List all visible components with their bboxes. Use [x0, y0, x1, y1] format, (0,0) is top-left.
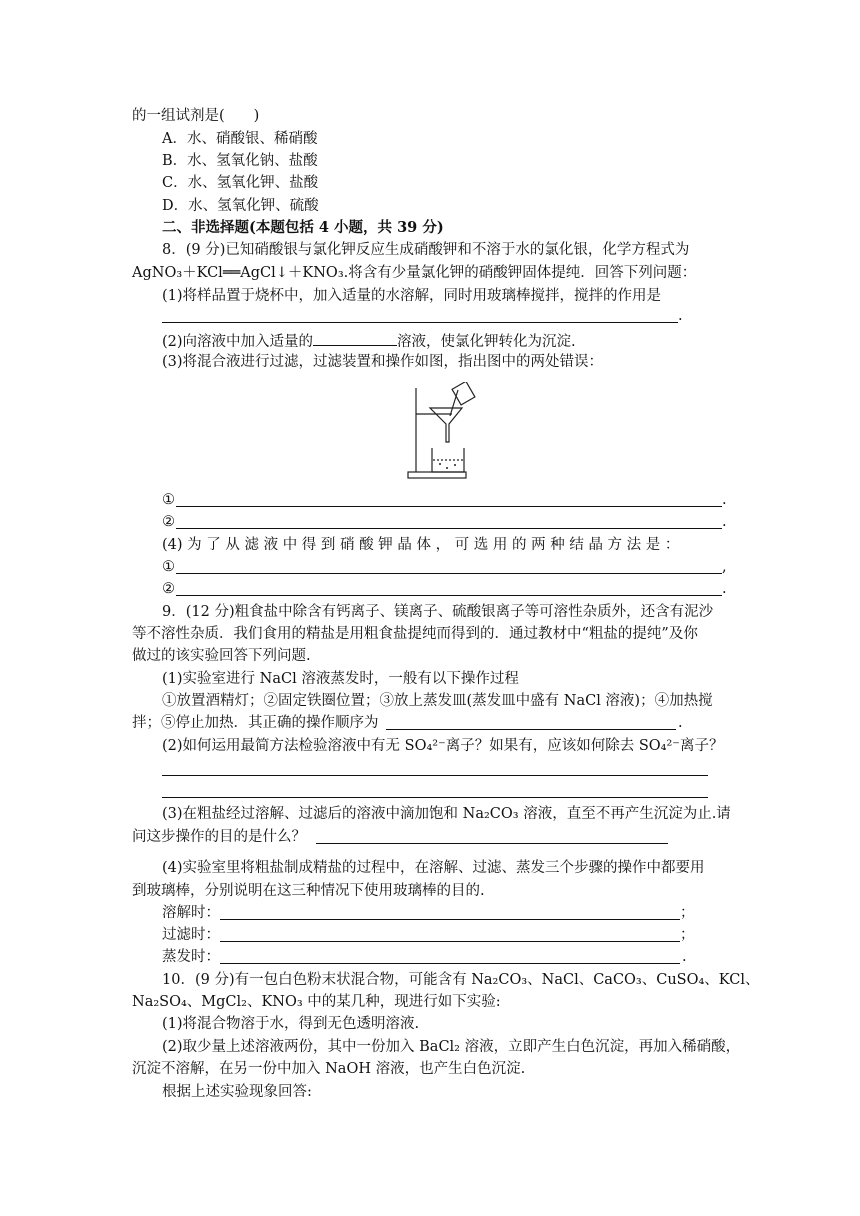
- q8-part1: (1)将样品置于烧杯中，加入适量的水溶解，同时用玻璃棒搅拌，搅拌的作用是: [162, 288, 662, 304]
- q9-intro-line2: 等不溶性杂质．我们食用的精盐是用粗食盐提纯而得到的．通过教材中“粗盐的提纯”及你: [132, 626, 698, 642]
- q7-option-a: A．水、硝酸银、稀硝酸: [162, 131, 318, 147]
- q10-part1: (1)将混合物溶于水，得到无色透明溶液.: [162, 1016, 420, 1032]
- q8-method-comma: ,: [722, 559, 727, 575]
- q9-part4-line2: 到玻璃棒，分别说明在这三种情况下使用玻璃棒的目的.: [132, 883, 485, 899]
- beaker: [432, 448, 464, 472]
- q8-part1-answer-line: [162, 322, 678, 323]
- q8-error-period-1: .: [722, 492, 727, 508]
- q9-evaporate-label: 蒸发时：: [162, 949, 220, 965]
- q8-part2-suffix: 溶液，使氯化钾转化为沉淀.: [397, 334, 576, 350]
- pouring-beaker: [452, 382, 475, 405]
- q9-intro-line3: 做过的该实验回答下列问题.: [132, 648, 311, 664]
- q10-intro-line2: Na₂SO₄、MgCl₂、KNO₃ 中的某几种，现进行如下实验:: [132, 994, 501, 1010]
- q8-method-answer-line-1: [176, 573, 722, 574]
- q9-evaporate-period: .: [682, 949, 687, 965]
- q9-part1-answer-line: [386, 729, 676, 730]
- q8-part3: (3)将混合液进行过滤，过滤装置和操作如图，指出图中的两处错误：: [162, 354, 604, 370]
- q9-dissolve-answer-line: [220, 919, 680, 920]
- q9-part3-line1: (3)在粗盐经过溶解、过滤后的溶液中滴加饱和 Na₂CO₃ 溶液，直至不再产生沉淀为止.请: [162, 806, 731, 822]
- q8-equation-line: AgNO₃＋KCl══AgCl↓＋KNO₃.将含有少量氯化钾的硝酸钾固体提纯．回答下列问题：: [132, 265, 697, 281]
- q8-method-mark-1: ①: [162, 559, 175, 575]
- filtration-apparatus-figure: [400, 382, 480, 482]
- funnel: [430, 408, 462, 442]
- q9-dissolve-label: 溶解时：: [162, 905, 220, 921]
- stand-base: [408, 472, 466, 478]
- q7-option-c: C．水、氢氧化钾、盐酸: [162, 175, 319, 191]
- q9-part3-line2: 问这步操作的目的是什么？: [132, 829, 306, 845]
- q8-method-answer-line-2: [176, 595, 722, 596]
- q9-part4-line1: (4)实验室里将粗盐制成精盐的过程中，在溶解、过滤、蒸发三个步骤的操作中都要用: [162, 860, 705, 876]
- q9-evaporate-answer-line: [220, 963, 680, 964]
- q8-intro-line1: 8．(9 分)已知硝酸银与氯化钾反应生成硝酸钾和不溶于水的氯化银，化学方程式为: [162, 242, 690, 258]
- q8-method-mark-2: ②: [162, 581, 175, 597]
- q8-part4: (4) 为 了 从 滤 液 中 得 到 硝 酸 钾 晶 体 ， 可 选 用 的 两 种 结 晶 方 法 是 ：: [162, 537, 680, 553]
- q9-part3-answer-line: [316, 843, 668, 844]
- q9-part2-answer-line-1: [162, 775, 708, 776]
- q9-part1-steps-line2: 拌；⑤停止加热．其正确的操作顺序为: [132, 715, 379, 731]
- q9-part2: (2)如何运用最简方法检验溶液中有无 SO₄²⁻离子？如果有，应该如何除去 SO₄²⁻离子？: [162, 738, 724, 754]
- q9-filter-semicolon: ；: [680, 927, 695, 943]
- q7-option-b: B．水、氢氧化钠、盐酸: [162, 153, 318, 169]
- q8-method-period: .: [722, 581, 727, 597]
- section-heading: 二、非选择题(本题包括 4 小题，共 39 分): [162, 219, 444, 236]
- q8-error-answer-line-2: [176, 528, 722, 529]
- q9-dissolve-semicolon: ；: [680, 905, 695, 921]
- q9-part1-period: .: [678, 715, 683, 731]
- q10-part2-line2: 沉淀不溶解，在另一份中加入 NaOH 溶液，也产生白色沉淀.: [132, 1061, 526, 1077]
- q10-part2-line1: (2)取少量上述溶液两份，其中一份加入 BaCl₂ 溶液，立即产生白色沉淀，再加入稀硝酸，: [162, 1039, 741, 1055]
- q9-part2-answer-line-2: [162, 797, 708, 798]
- q8-part2-blank: [313, 330, 397, 346]
- q9-part1: (1)实验室进行 NaCl 溶液蒸发时，一般有以下操作过程: [162, 671, 519, 687]
- q9-part1-steps-line1: ①放置酒精灯；②固定铁圈位置；③放上蒸发皿(蒸发皿中盛有 NaCl 溶液)；④加热搅: [162, 693, 713, 709]
- q10-intro-line1: 10．(9 分)有一包白色粉末状混合物，可能含有 Na₂CO₃、NaCl、CaCO₃、CuSO₄、KCl、: [162, 972, 760, 988]
- q8-error-mark-2: ②: [162, 514, 175, 530]
- q9-filter-label: 过滤时：: [162, 927, 220, 943]
- q8-part2-prefix: (2)向溶液中加入适量的: [162, 334, 314, 350]
- q9-filter-answer-line: [220, 941, 680, 942]
- q9-intro-line1: 9．(12 分)粗食盐中除含有钙离子、镁离子、硫酸银离子等可溶性杂质外，还含有泥沙: [162, 604, 714, 620]
- q8-error-answer-line-1: [176, 506, 722, 507]
- q8-error-mark-1: ①: [162, 492, 175, 508]
- q7-option-d: D．水、氢氧化钾、硫酸: [162, 198, 319, 214]
- q8-error-period-2: .: [722, 514, 727, 530]
- q8-part2: [162, 330, 576, 352]
- q8-part1-period: .: [678, 308, 683, 324]
- q7-stem-tail: 的一组试剂是( ): [132, 108, 260, 124]
- q10-part3: 根据上述实验现象回答:: [162, 1084, 312, 1100]
